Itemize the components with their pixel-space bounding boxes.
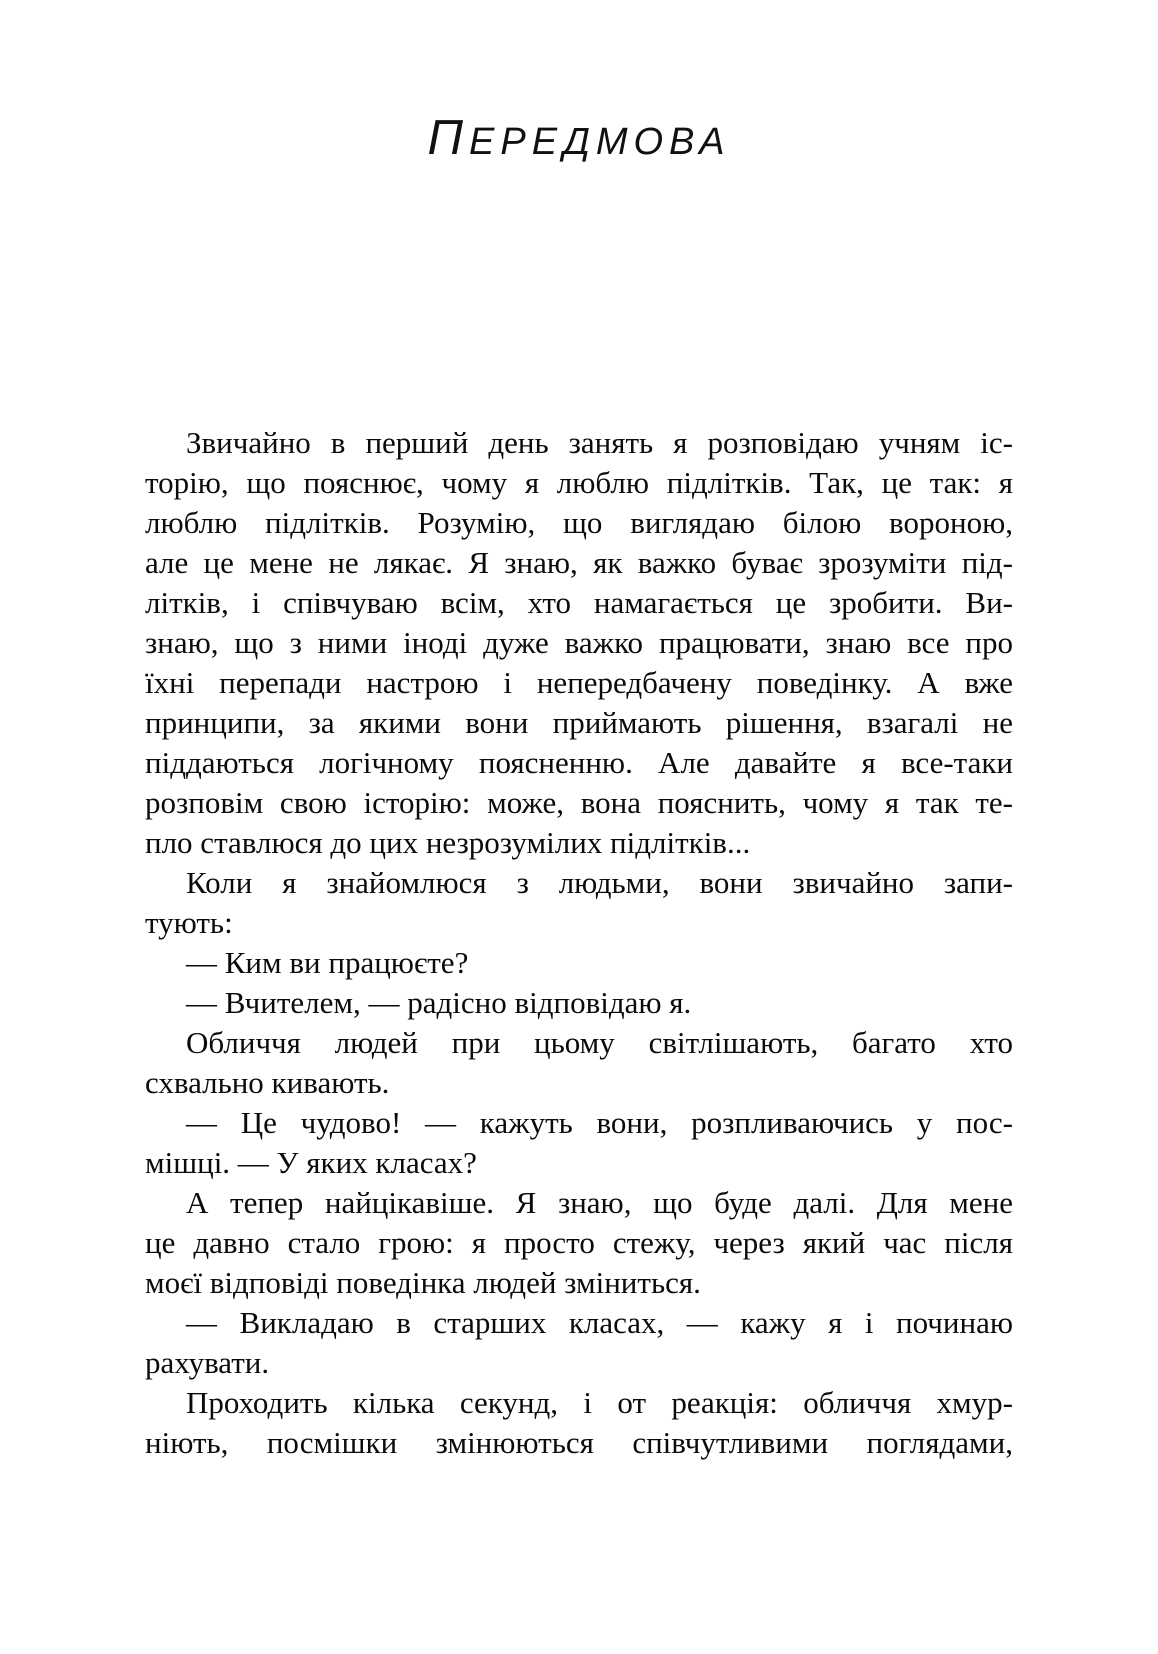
text-line: але це мене не лякає. Я знаю, як важко буває зрозуміти під-: [145, 545, 1013, 580]
paragraph: [145, 983, 1013, 1023]
text-line: ніють, посмішки змінюються співчутливими поглядами,: [145, 1425, 1013, 1460]
paragraph: [145, 1103, 1013, 1183]
text-line: Коли я знайомлюся з людьми, вони звичайно запи-: [186, 865, 1013, 900]
text-line: люблю підлітків. Розумію, що виглядаю білою вороною,: [145, 505, 1013, 540]
text-line: розповім свою історію: може, вона пояснить, чому я так те-: [145, 785, 1013, 820]
text-line: піддаються логічному поясненню. Але давайте я все-таки: [145, 745, 1013, 780]
text-line: — Ким ви працюєте?: [186, 945, 469, 980]
text-line: схвально кивають.: [145, 1065, 390, 1100]
paragraph: [145, 1183, 1013, 1303]
text-line: пло ставлюся до цих незрозумілих підлітків...: [145, 825, 751, 860]
text-line: — Викладаю в старших класах, — кажу я і починаю: [186, 1305, 1013, 1340]
text-line: моєї відповіді поведінка людей зміниться.: [145, 1265, 701, 1300]
text-line: торію, що пояснює, чому я люблю підлітків. Так, це так: я: [145, 465, 1013, 500]
text-line: А тепер найцікавіше. Я знаю, що буде далі. Для мене: [186, 1185, 1013, 1220]
text-line: це давно стало грою: я просто стежу, через який час після: [145, 1225, 1013, 1260]
text-line: мішці. — У яких класах?: [145, 1145, 477, 1180]
text-line: рахувати.: [145, 1345, 270, 1380]
text-line: Обличчя людей при цьому світлішають, багато хто: [186, 1025, 1013, 1060]
text-line: Звичайно в перший день занять я розповідаю учням іс-: [186, 425, 1013, 460]
paragraph: [145, 1303, 1013, 1383]
paragraph: [145, 1383, 1013, 1463]
paragraph: [145, 863, 1013, 943]
text-line: літків, і співчуваю всім, хто намагається це зробити. Ви-: [145, 585, 1013, 620]
paragraph: [145, 943, 1013, 983]
text-line: знаю, що з ними іноді дуже важко працювати, знаю все про: [145, 625, 1013, 660]
text-line: тують:: [145, 905, 233, 940]
text-line: Проходить кілька секунд, і от реакція: обличчя хмур-: [186, 1385, 1013, 1420]
page-title: ПЕРЕДМОВА: [427, 111, 731, 165]
body-text: [145, 423, 1013, 1463]
text-line: їхні перепади настрою і непередбачену поведінку. А вже: [145, 665, 1013, 700]
text-line: — Це чудово! — кажуть вони, розпливаючись у пос-: [186, 1105, 1013, 1140]
text-line: принципи, за якими вони приймають рішення, взагалі не: [145, 705, 1013, 740]
paragraph: [145, 423, 1013, 863]
paragraph: [145, 1023, 1013, 1103]
text-line: — Вчителем, — радісно відповідаю я.: [186, 985, 692, 1020]
